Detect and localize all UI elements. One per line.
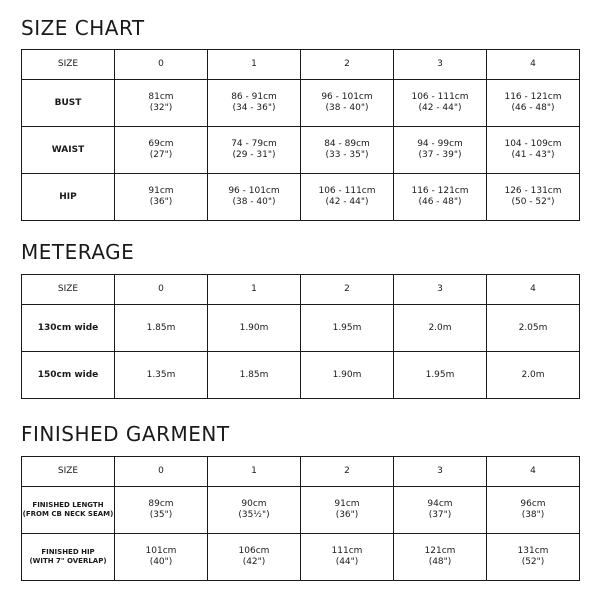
- row-label-line: FINISHED HIP: [41, 548, 95, 556]
- table-cell: [208, 80, 301, 127]
- cell-inch: (35½"): [238, 510, 270, 520]
- row-label: BUST: [22, 80, 115, 127]
- table-cell: [208, 534, 301, 581]
- table-row: [22, 534, 580, 581]
- table-cell: [301, 127, 394, 174]
- table-cell: [487, 534, 580, 581]
- cell-cm: 116 - 121cm: [504, 92, 562, 102]
- cell-cm: 104 - 109cm: [504, 139, 562, 149]
- cell-inch: (50 - 52"): [511, 197, 555, 207]
- size-header-label: SIZE: [22, 275, 115, 305]
- meterage-header-row: [22, 275, 580, 305]
- meterage-table: [21, 274, 580, 399]
- cell-inch: (42 - 44"): [418, 103, 462, 113]
- size-header-cell: 1: [208, 275, 301, 305]
- size-header-cell: 2: [301, 457, 394, 487]
- table-cell: 1.95m: [394, 352, 487, 399]
- table-cell: 2.0m: [487, 352, 580, 399]
- cell-cm: 69cm: [148, 139, 174, 149]
- cell-cm: 96cm: [520, 499, 546, 509]
- cell-inch: (52"): [521, 557, 545, 567]
- cell-cm: 90cm: [241, 499, 267, 509]
- table-cell: [487, 174, 580, 221]
- table-cell: [115, 174, 208, 221]
- cell-inch: (35"): [149, 510, 173, 520]
- cell-cm: 84 - 89cm: [324, 139, 370, 149]
- row-label-note: (FROM CB NECK SEAM): [22, 510, 114, 518]
- table-row: [22, 352, 580, 399]
- size-chart-table: [21, 49, 580, 221]
- table-cell: [208, 127, 301, 174]
- table-cell: [208, 487, 301, 534]
- row-label-note: (WITH 7" OVERLAP): [29, 557, 107, 565]
- cell-inch: (41 - 43"): [511, 150, 555, 160]
- table-cell: [115, 80, 208, 127]
- table-cell: [301, 174, 394, 221]
- row-label: 150cm wide: [22, 352, 115, 399]
- row-label: HIP: [22, 174, 115, 221]
- cell-inch: (48"): [428, 557, 452, 567]
- cell-cm: 96 - 101cm: [228, 186, 280, 196]
- table-cell: [394, 174, 487, 221]
- table-cell: [487, 487, 580, 534]
- size-header-cell: 4: [487, 457, 580, 487]
- row-label: 130cm wide: [22, 305, 115, 352]
- size-header-label: SIZE: [22, 50, 115, 80]
- cell-inch: (40"): [149, 557, 173, 567]
- table-row: [22, 305, 580, 352]
- row-label: [22, 534, 115, 581]
- cell-cm: 94 - 99cm: [417, 139, 463, 149]
- cell-inch: (32"): [149, 103, 173, 113]
- size-header-cell: 0: [115, 457, 208, 487]
- cell-cm: 74 - 79cm: [231, 139, 277, 149]
- size-header-cell: 3: [394, 50, 487, 80]
- table-cell: [208, 174, 301, 221]
- finished-garment-title: FINISHED GARMENT: [21, 422, 230, 446]
- cell-inch: (29 - 31"): [232, 150, 276, 160]
- cell-cm: 91cm: [334, 499, 360, 509]
- size-header-cell: 0: [115, 50, 208, 80]
- cell-inch: (38 - 40"): [325, 103, 369, 113]
- cell-inch: (34 - 36"): [232, 103, 276, 113]
- table-cell: 1.95m: [301, 305, 394, 352]
- table-cell: [115, 127, 208, 174]
- table-cell: [301, 487, 394, 534]
- cell-cm: 106 - 111cm: [411, 92, 469, 102]
- table-row: [22, 80, 580, 127]
- table-cell: [115, 534, 208, 581]
- cell-cm: 81cm: [148, 92, 174, 102]
- table-cell: 1.85m: [115, 305, 208, 352]
- table-cell: 1.85m: [208, 352, 301, 399]
- table-cell: [301, 80, 394, 127]
- cell-cm: 131cm: [517, 546, 549, 556]
- cell-inch: (38"): [521, 510, 545, 520]
- cell-cm: 116 - 121cm: [411, 186, 469, 196]
- finished-garment-header-row: [22, 457, 580, 487]
- table-cell: [394, 80, 487, 127]
- table-cell: [301, 534, 394, 581]
- cell-inch: (27"): [149, 150, 173, 160]
- row-label-line: FINISHED LENGTH: [32, 501, 104, 509]
- table-row: [22, 127, 580, 174]
- cell-cm: 121cm: [424, 546, 456, 556]
- size-header-cell: 2: [301, 50, 394, 80]
- cell-inch: (36"): [335, 510, 359, 520]
- table-cell: [487, 80, 580, 127]
- table-cell: [487, 127, 580, 174]
- size-header-cell: 0: [115, 275, 208, 305]
- cell-cm: 111cm: [331, 546, 363, 556]
- row-label: [22, 487, 115, 534]
- size-header-cell: 3: [394, 275, 487, 305]
- cell-inch: (44"): [335, 557, 359, 567]
- cell-inch: (42 - 44"): [325, 197, 369, 207]
- row-label: WAIST: [22, 127, 115, 174]
- size-header-cell: 2: [301, 275, 394, 305]
- cell-inch: (36"): [149, 197, 173, 207]
- cell-cm: 101cm: [145, 546, 177, 556]
- cell-cm: 96 - 101cm: [321, 92, 373, 102]
- cell-inch: (46 - 48"): [418, 197, 462, 207]
- cell-cm: 86 - 91cm: [231, 92, 277, 102]
- meterage-title: METERAGE: [21, 240, 135, 264]
- table-row: [22, 487, 580, 534]
- size-chart-title: SIZE CHART: [21, 16, 145, 40]
- size-chart-header-row: [22, 50, 580, 80]
- cell-inch: (42"): [242, 557, 266, 567]
- cell-cm: 106 - 111cm: [318, 186, 376, 196]
- table-cell: 2.05m: [487, 305, 580, 352]
- table-cell: [394, 534, 487, 581]
- cell-inch: (33 - 35"): [325, 150, 369, 160]
- size-header-cell: 1: [208, 50, 301, 80]
- cell-inch: (38 - 40"): [232, 197, 276, 207]
- cell-cm: 94cm: [427, 499, 453, 509]
- table-cell: 2.0m: [394, 305, 487, 352]
- table-row: [22, 174, 580, 221]
- size-header-cell: 1: [208, 457, 301, 487]
- table-cell: 1.35m: [115, 352, 208, 399]
- table-cell: [394, 487, 487, 534]
- finished-garment-table: [21, 456, 580, 581]
- table-cell: 1.90m: [301, 352, 394, 399]
- size-header-cell: 4: [487, 50, 580, 80]
- cell-cm: 89cm: [148, 499, 174, 509]
- cell-cm: 106cm: [238, 546, 270, 556]
- cell-inch: (37"): [428, 510, 452, 520]
- size-header-cell: 3: [394, 457, 487, 487]
- size-header-label: SIZE: [22, 457, 115, 487]
- cell-cm: 91cm: [148, 186, 174, 196]
- cell-inch: (37 - 39"): [418, 150, 462, 160]
- table-cell: 1.90m: [208, 305, 301, 352]
- table-cell: [115, 487, 208, 534]
- table-cell: [394, 127, 487, 174]
- size-header-cell: 4: [487, 275, 580, 305]
- cell-cm: 126 - 131cm: [504, 186, 562, 196]
- cell-inch: (46 - 48"): [511, 103, 555, 113]
